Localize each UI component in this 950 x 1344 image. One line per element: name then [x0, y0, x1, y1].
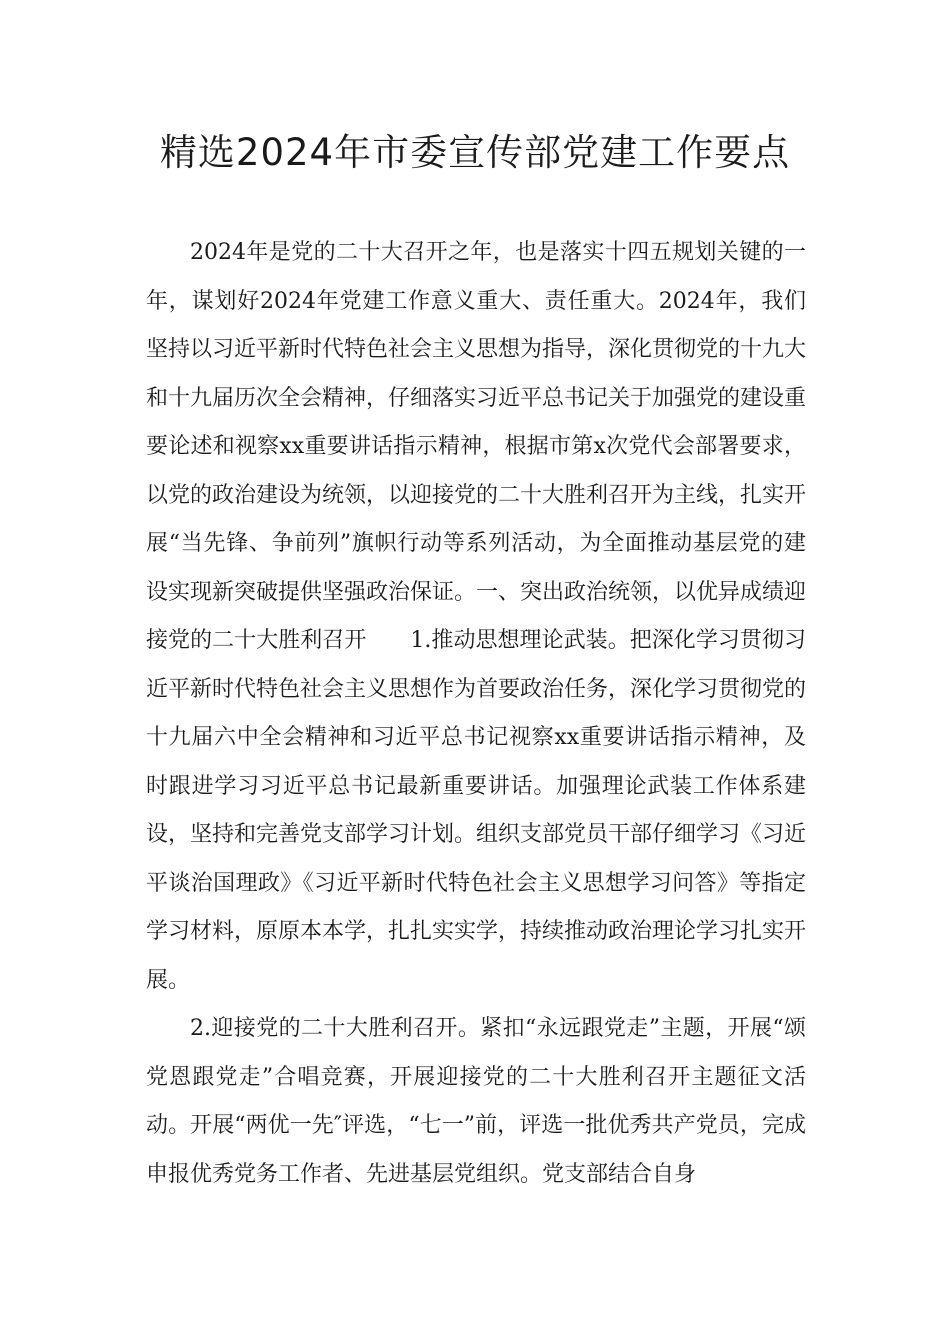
- document-title: 精选2024年市委宣传部党建工作要点: [159, 131, 791, 174]
- paragraph-1-continuation: 1.推动思想理论武装。把深化学习贯彻习近平新时代特色社会主义思想作为首要政治任务，深化学习贯彻党的十九届六中全会精神和习近平总书记视察xx重要讲话指示精神，及时跟进学习习近平总书记最新重要讲话。加强理论武装工作体系建设，坚持和完善党支部学习计划。组织支部党员干部仔细学习《习近平谈治国理政》《习近平新时代特色社会主义思想学习问答》等指定学习材料，原原本本学，扎扎实实学，持续推动政治理论学习扎实开展。: [146, 628, 807, 993]
- paragraph-1: [146, 229, 806, 1005]
- paragraph-2-text: 2.迎接党的二十大胜利召开。紧扣“永远跟党走”主题，开展“颂党恩跟党走”合唱竞赛，开展迎接党的二十大胜利召开主题征文活动。开展“两优一先″评选，“七一”前，评选一批优秀共产党员，完成申报优秀党务工作者、先进基层党组织。党支部结合自身: [146, 1016, 806, 1187]
- paragraph-2: [146, 1005, 806, 1199]
- paragraph-1-text: 2024年是党的二十大召开之年，也是落实十四五规划关键的一年，谋划好2024年党建工作意义重大、责任重大。2024年，我们坚持以习近平新时代特色社会主义思想为指导，深化贯彻党的十九大和十九届历次全会精神，仔细落实习近平总书记关于加强党的建设重要论述和视察xx重要讲话指示精神，根据市第x次党代会部署要求，以党的政治建设为统领，以迎接党的二十大胜利召开为主线，扎实开展“当先锋、争前列”旗帜行动等系列活动，为全面推动基层党的建设实现新突破提供坚强政治保证。一、突出政治统领，以优异成绩迎接党的二十大胜利召开: [146, 240, 807, 653]
- document-body: [146, 229, 806, 1199]
